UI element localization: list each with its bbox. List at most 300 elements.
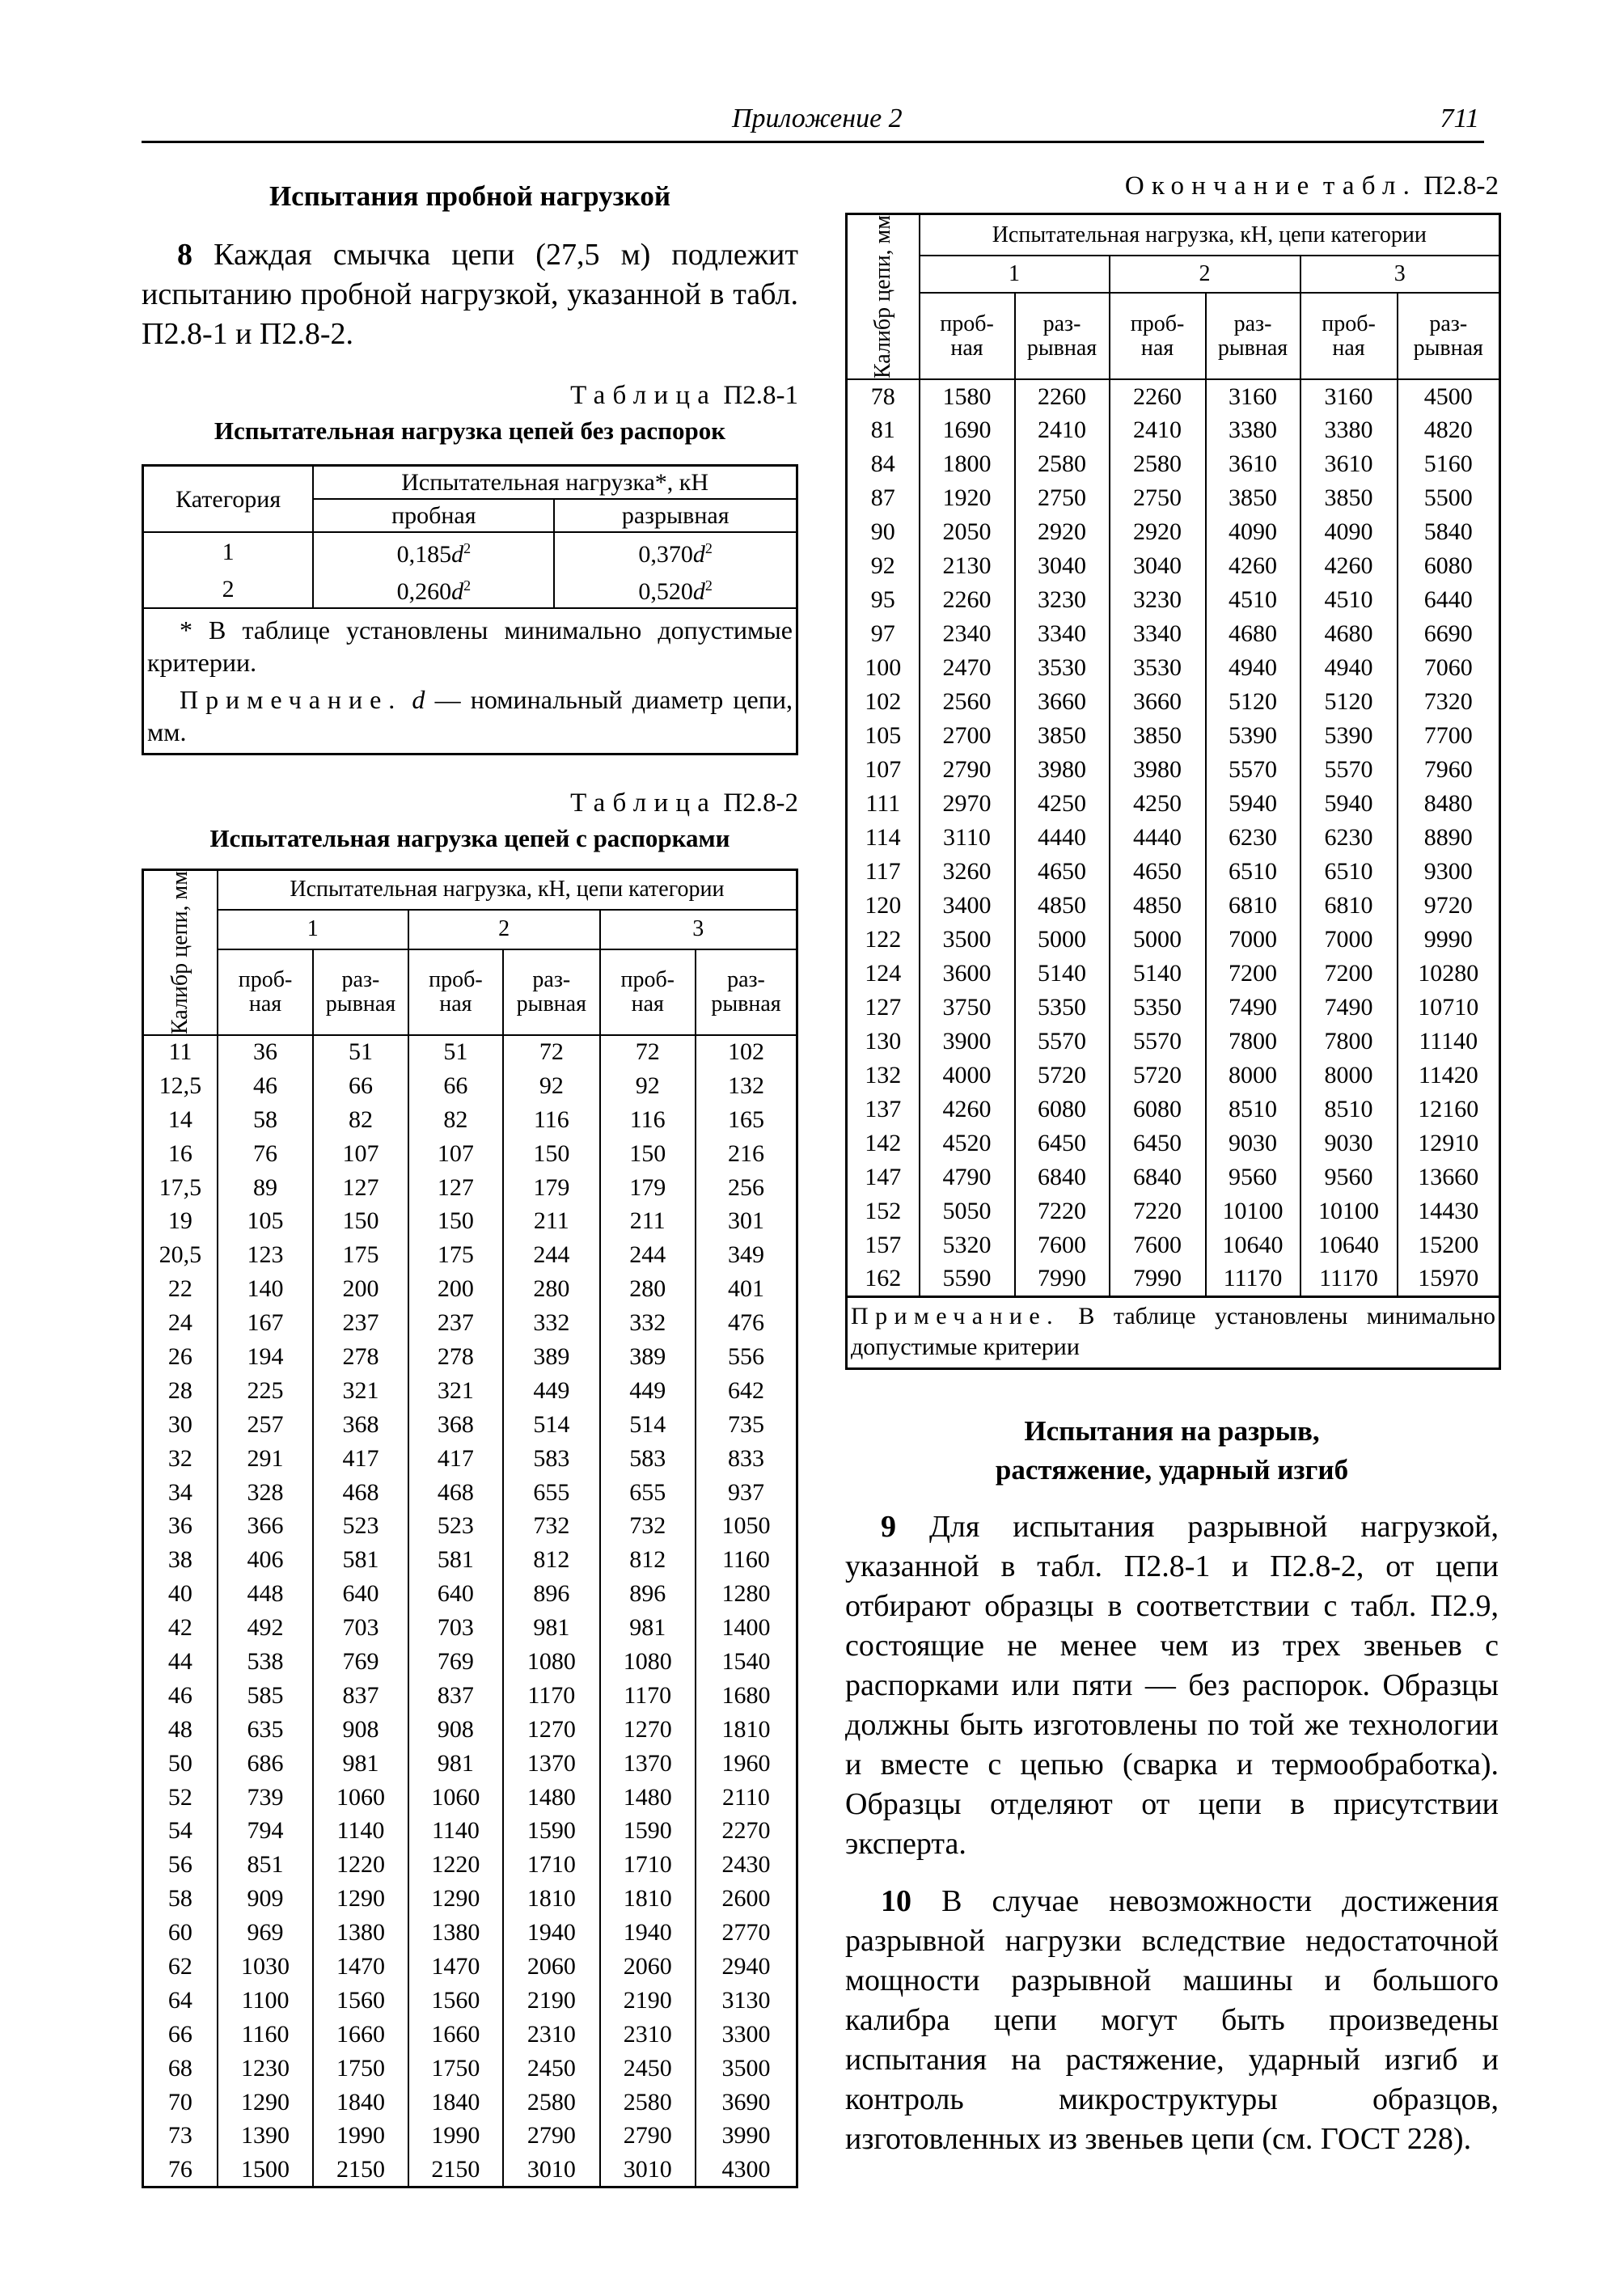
table-cell-value: 368 [313,1408,408,1442]
table-cell-value: 3900 [920,1025,1015,1059]
table-cell-value: 732 [600,1509,696,1543]
table-cell-value: 449 [503,1374,599,1408]
table-cell-value: 2750 [1110,481,1206,515]
table-cell-value: 1400 [696,1611,797,1645]
table-cell-value: 406 [218,1543,313,1577]
table-cell-value: 5120 [1300,685,1398,719]
table-row [143,2153,797,2187]
table-cell-value: 4940 [1300,651,1398,685]
table-cell-value: 449 [600,1374,696,1408]
table-row [143,2052,797,2086]
table-cell-value: 837 [408,1679,503,1713]
paragraph-9-text: Для испытания разрывной нагрузкой, указанной в табл. П2.8-1 и П2.8-2, от цепи отбирают образцы в соответствии с табл. П2.9, состоящие не менее чем из трех звеньев с распорками или пяти — без распорок. Образцы должны быть изготовлены по той же технологии и вместе с цепью (сварка и термообработка). Образцы отделяют от цепи в присутствии эксперта. [845,1509,1499,1861]
table-cell-value: 291 [218,1442,313,1476]
table-row [143,1476,797,1510]
table-cell-value: 3600 [920,957,1015,991]
table-cell-caliber: 132 [847,1059,920,1093]
table-2-header-caliber: Калибр цепи, мм [847,214,920,380]
table-2-header-proof: проб- ная [920,293,1015,379]
table-cell-value: 11140 [1398,1025,1500,1059]
table-cell-value: 3160 [1300,379,1398,413]
table-cell-value: 2310 [600,2018,696,2052]
table-cell-value: 13660 [1398,1160,1500,1194]
table-2-header-proof: проб- ная [600,949,696,1035]
table-cell-value: 8510 [1206,1093,1300,1126]
table-cell-caliber: 157 [847,1228,920,1262]
table-cell-value: 1940 [503,1916,599,1950]
table-cell-value: 1230 [218,2052,313,2086]
table-cell-value: 3130 [696,1984,797,2018]
table-cell-value: 5590 [920,1262,1015,1296]
table-cell-value: 349 [696,1238,797,1272]
table-cell-value: 10710 [1398,991,1500,1025]
table-cell-value: 583 [503,1442,599,1476]
table-1-row [143,532,797,570]
table-row [847,685,1500,719]
table-cell-value: 1660 [408,2018,503,2052]
table-cell-value: 3110 [920,821,1015,855]
table-cell-value: 3610 [1300,447,1398,481]
table-row [143,1848,797,1882]
table-cell-value: 1290 [218,2086,313,2120]
table-row [847,549,1500,583]
table-cell-value: 4510 [1206,583,1300,617]
table-cell-value: 9990 [1398,923,1500,957]
table-row [847,719,1500,753]
table-cell-caliber: 84 [847,447,920,481]
table-cell-value: 107 [313,1137,408,1171]
table-cell-value: 8890 [1398,821,1500,855]
table-1 [142,464,798,755]
table-2-header-proof: проб- ная [1300,293,1398,379]
table-cell-value: 5120 [1206,685,1300,719]
table-cell-value: 5570 [1110,1025,1206,1059]
table-cell-value: 211 [600,1204,696,1238]
table-cell-value: 256 [696,1171,797,1205]
table-cell-value: 1290 [408,1882,503,1916]
table-cell-value: 3400 [920,889,1015,923]
table-cell-caliber: 81 [847,413,920,447]
table-cell-caliber: 26 [143,1340,218,1374]
table-cell-value: 5720 [1015,1059,1110,1093]
table-cell-caliber: 11 [143,1035,218,1069]
table-row [143,1035,797,1069]
table-cell-value: 5570 [1300,753,1398,787]
table-cell-caliber: 42 [143,1611,218,1645]
table-cell-value: 66 [313,1069,408,1103]
table-2-title: Испытательная нагрузка цепей с распорками [209,824,730,852]
table-cell-value: 278 [313,1340,408,1374]
table-cell-value: 102 [696,1035,797,1069]
table-cell-caliber: 107 [847,753,920,787]
table-cell-value: 123 [218,1238,313,1272]
table-cell-value: 655 [600,1476,696,1510]
table-cell-value: 635 [218,1713,313,1747]
table-cell-value: 4300 [696,2153,797,2187]
table-cell-value: 1170 [600,1679,696,1713]
table-1-header-load: Испытательная нагрузка*, кН [313,466,797,500]
table-cell-value: 1710 [503,1848,599,1882]
table-cell-value: 280 [600,1272,696,1306]
table-2-header-breaking: раз- рывная [1398,293,1500,379]
table-cell-value: 837 [313,1679,408,1713]
table-cell-value: 640 [313,1577,408,1611]
table-cell-caliber: 137 [847,1093,920,1126]
table-cell-value: 1660 [313,2018,408,2052]
table-row [847,1126,1500,1160]
table-cell-caliber: 16 [143,1137,218,1171]
table-row [143,2018,797,2052]
table-cell-value: 15200 [1398,1228,1500,1262]
paragraph-8 [142,235,798,354]
section-heading-proof-load: Испытания пробной нагрузкой [269,180,671,212]
table-cell-caliber: 58 [143,1882,218,1916]
table-2-header-breaking: раз- рывная [503,949,599,1035]
table-cell-value: 3690 [696,2086,797,2120]
table-cell-value: 301 [696,1204,797,1238]
table-cell-caliber: 64 [143,1984,218,2018]
table-cell-value: 167 [218,1306,313,1340]
table-cell-value: 6810 [1206,889,1300,923]
table-2-label-word: Таблица [570,788,717,818]
table-cell-value: 909 [218,1882,313,1916]
table-cell-value: 5320 [920,1228,1015,1262]
table-cell-value: 937 [696,1476,797,1510]
table-cell-value: 7960 [1398,753,1500,787]
table-row [847,583,1500,617]
table-cell-value: 1380 [313,1916,408,1950]
table-cell-caliber: 66 [143,2018,218,2052]
table-cell-value: 468 [313,1476,408,1510]
table-cell-value: 366 [218,1509,313,1543]
table-cell-caliber: 17,5 [143,1171,218,1205]
table-cell-value: 2920 [1110,515,1206,549]
table-cell-value: 1480 [600,1781,696,1815]
table-cell-value: 278 [408,1340,503,1374]
running-header [142,99,1484,143]
table-row [143,1950,797,1984]
table-cell-value: 2920 [1015,515,1110,549]
table-cell-value: 4000 [920,1059,1015,1093]
table-cell-value: 8000 [1206,1059,1300,1093]
table-cell-value: 4850 [1015,889,1110,923]
table-cell-caliber: 52 [143,1781,218,1815]
table-cell-value: 769 [313,1645,408,1679]
table-row [143,1781,797,1815]
table-cell-value: 150 [503,1137,599,1171]
table-cell-value: 523 [408,1509,503,1543]
table-row [143,1543,797,1577]
table-cell-value: 3980 [1015,753,1110,787]
table-cell-caliber: 30 [143,1408,218,1442]
table-cell-value: 1590 [503,1815,599,1849]
table-cell-value: 1750 [408,2052,503,2086]
table-cell-caliber: 68 [143,2052,218,2086]
table-cell-value: 1840 [408,2086,503,2120]
table-row [143,1171,797,1205]
table-row [847,855,1500,889]
table-cell-caliber: 62 [143,1950,218,1984]
table-cell-value: 2750 [1015,481,1110,515]
table-cell-value: 4650 [1015,855,1110,889]
page-number: 711 [1440,104,1479,133]
table-cell-value: 8510 [1300,1093,1398,1126]
table-cell-caliber: 152 [847,1194,920,1228]
table-cell-value: 10100 [1300,1194,1398,1228]
running-header-title: Приложение 2 [732,104,903,133]
table-cell-value: 3850 [1110,719,1206,753]
table-cell-value: 2700 [920,719,1015,753]
table-2-header-category: 2 [1110,256,1300,293]
table-cell-value: 175 [408,1238,503,1272]
table-row [847,1025,1500,1059]
table-row [143,1509,797,1543]
table-2-header-category: 2 [408,910,600,949]
table-cell-value: 244 [600,1238,696,1272]
table-cell-value: 417 [313,1442,408,1476]
table-cell-value: 514 [503,1408,599,1442]
table-cell-value: 200 [313,1272,408,1306]
table-cell-value: 6450 [1015,1126,1110,1160]
table-cell-value: 908 [313,1713,408,1747]
table-cell-value: 2260 [1110,379,1206,413]
table-cell-value: 2410 [1015,413,1110,447]
table-cell-value: 3160 [1206,379,1300,413]
table-cell-caliber: 142 [847,1126,920,1160]
table-row [143,1204,797,1238]
table-cell-value: 2790 [920,753,1015,787]
table-1-cell-breaking: $0,370d^2$ [554,532,797,570]
table-cell-caliber: 76 [143,2153,218,2187]
table-row [847,957,1500,991]
table-cell-value: 11170 [1300,1262,1398,1296]
table-cell-value: 1050 [696,1509,797,1543]
paragraph-10 [845,1882,1499,2159]
table-cell-value: 9720 [1398,889,1500,923]
table-cell-value: 6510 [1300,855,1398,889]
table-row [143,1747,797,1781]
table-cell-value: 3850 [1300,481,1398,515]
table-cell-caliber: 127 [847,991,920,1025]
table-cell-caliber: 111 [847,787,920,821]
table-cell-caliber: 14 [143,1103,218,1137]
table-2-header-load: Испытательная нагрузка, кН, цепи категории [218,870,797,910]
table-cell-value: 1810 [600,1882,696,1916]
table-cell-value: 2260 [1015,379,1110,413]
table-cell-value: 1810 [503,1882,599,1916]
table-2-header-category: 3 [600,910,797,949]
table-cell-value: 2450 [600,2052,696,2086]
table-row [143,1069,797,1103]
table-cell-value: 127 [313,1171,408,1205]
table-cell-value: 7200 [1300,957,1398,991]
table-cell-value: 1220 [313,1848,408,1882]
table-cell-value: 1540 [696,1645,797,1679]
table-cell-value: 1810 [696,1713,797,1747]
table-cell-value: 1160 [696,1543,797,1577]
table-cell-value: 3660 [1015,685,1110,719]
table-row [143,1984,797,2018]
table-2-header-proof: проб- ная [408,949,503,1035]
table-cell-value: 2580 [1110,447,1206,481]
table-cell-value: 1140 [313,1815,408,1849]
table-cell-value: 1280 [696,1577,797,1611]
table-cell-value: 1080 [600,1645,696,1679]
table-cell-caliber: 162 [847,1262,920,1296]
table-cell-value: 5140 [1015,957,1110,991]
table-cell-value: 6510 [1206,855,1300,889]
table-cell-value: 332 [600,1306,696,1340]
table-cell-value: 1580 [920,379,1015,413]
table-2-label-code: П2.8-2 [723,788,798,818]
table-cell-value: 769 [408,1645,503,1679]
table-cell-value: 5390 [1206,719,1300,753]
table-cell-value: 15970 [1398,1262,1500,1296]
table-cell-value: 1750 [313,2052,408,2086]
table-cell-value: 2130 [920,549,1015,583]
table-cell-value: 7220 [1110,1194,1206,1228]
table-cell-value: 12160 [1398,1093,1500,1126]
table-cell-value: 2150 [313,2153,408,2187]
table-1-footnote: * В таблице установлены минимально допустимые критерии. [147,615,793,677]
table-cell-value: 105 [218,1204,313,1238]
table-cell-value: 150 [600,1137,696,1171]
table-cell-value: 1220 [408,1848,503,1882]
table-2-note: Примечание. В таблице установлены минимально допустимые критерии [847,1296,1500,1368]
table-row [847,821,1500,855]
table-row [847,413,1500,447]
table-cell-caliber: 130 [847,1025,920,1059]
table-cell-caliber: 44 [143,1645,218,1679]
table-cell-caliber: 78 [847,379,920,413]
table-cell-value: 3530 [1015,651,1110,685]
table-cell-value: 194 [218,1340,313,1374]
table-cell-value: 58 [218,1103,313,1137]
table-cell-value: 4850 [1110,889,1206,923]
table-cell-value: 12910 [1398,1126,1500,1160]
table-cell-value: 9560 [1206,1160,1300,1194]
table-2-header-breaking: раз- рывная [696,949,797,1035]
table-cell-value: 1560 [408,1984,503,2018]
table-cell-value: 981 [313,1747,408,1781]
table-2-header-category: 1 [920,256,1110,293]
table-cell-value: 51 [313,1035,408,1069]
table-cell-value: 237 [408,1306,503,1340]
table-cell-value: 2410 [1110,413,1206,447]
table-cell-caliber: 48 [143,1713,218,1747]
table-cell-value: 72 [600,1035,696,1069]
table-cell-value: 10280 [1398,957,1500,991]
table-2-header-category: 1 [218,910,408,949]
table-cell-value: 1370 [503,1747,599,1781]
table-cell-value: 1270 [503,1713,599,1747]
table-cell-value: 4940 [1206,651,1300,685]
table-cell-value: 7600 [1015,1228,1110,1262]
table-cell-caliber: 54 [143,1815,218,1849]
table-row [847,1093,1500,1126]
table-cell-value: 7320 [1398,685,1500,719]
table-cell-value: 6840 [1015,1160,1110,1194]
table-row [143,1645,797,1679]
table-cell-caliber: 22 [143,1272,218,1306]
table-2-header-proof: проб- ная [218,949,313,1035]
table-cell-value: 2260 [920,583,1015,617]
table-cell-value: 3260 [920,855,1015,889]
table-cell-value: 1680 [696,1679,797,1713]
table-cell-value: 321 [313,1374,408,1408]
table-row [143,1679,797,1713]
table-row [143,1306,797,1340]
table-cell-value: 257 [218,1408,313,1442]
table-cell-value: 1470 [313,1950,408,1984]
paragraph-10-text: В случае невозможности достижения разрывной нагрузки вследствие недостаточной мощности разрывной машины и большого калибра цепи могут быть произведены испытания на растяжение, ударный изгиб и контроль микроструктуры образцов, изготовленных из звеньев цепи (см. ГОСТ 228). [845,1883,1499,2156]
table-1-header-category: Категория [143,466,314,533]
table-cell-value: 1940 [600,1916,696,1950]
table-cell-value: 1470 [408,1950,503,1984]
table-cell-value: 2770 [696,1916,797,1950]
table-cell-value: 2790 [503,2120,599,2154]
table-cell-value: 8000 [1300,1059,1398,1093]
table-row [847,515,1500,549]
table-cell-caliber: 87 [847,481,920,515]
table-cell-value: 244 [503,1238,599,1272]
table-cell-value: 72 [503,1035,599,1069]
table-cell-value: 11420 [1398,1059,1500,1093]
table-cell-value: 7060 [1398,651,1500,685]
table-cell-value: 11170 [1206,1262,1300,1296]
table-cell-value: 1160 [218,2018,313,2052]
table-cell-value: 2190 [600,1984,696,2018]
table-cell-value: 686 [218,1747,313,1781]
table-cell-value: 179 [503,1171,599,1205]
table-2-label [142,786,798,820]
table-cell-value: 4820 [1398,413,1500,447]
table-cell-value: 492 [218,1611,313,1645]
table-cell-value: 10100 [1206,1194,1300,1228]
table-cell-value: 1060 [313,1781,408,1815]
table-cell-caliber: 90 [847,515,920,549]
table-cell-value: 328 [218,1476,313,1510]
table-cell-value: 739 [218,1781,313,1815]
table-cell-value: 896 [503,1577,599,1611]
table-cell-value: 4260 [1206,549,1300,583]
table-cell-value: 538 [218,1645,313,1679]
table-cell-caliber: 34 [143,1476,218,1510]
table-1-cell-category: 2 [143,570,314,608]
table-1-cell-proof: $0,260d^2$ [313,570,554,608]
table-cell-value: 9030 [1206,1126,1300,1160]
table-cell-value: 2790 [600,2120,696,2154]
table-cell-value: 3500 [696,2052,797,2086]
paragraph-8-text: Каждая смычка цепи (27,5 м) подлежит испытанию пробной нагрузкой, указанной в табл. П2.8-1 и П2.8-2. [142,238,798,351]
table-cell-value: 640 [408,1577,503,1611]
table-cell-value: 4250 [1015,787,1110,821]
table-cell-value: 1170 [503,1679,599,1713]
table-cell-value: 583 [600,1442,696,1476]
table-row [143,1713,797,1747]
table-2-part-2 [845,213,1501,1370]
table-cell-value: 8480 [1398,787,1500,821]
table-cell-caliber: 36 [143,1509,218,1543]
table-cell-value: 3380 [1300,413,1398,447]
table-row [847,753,1500,787]
table-row [143,1103,797,1137]
table-cell-value: 321 [408,1374,503,1408]
table-cell-value: 581 [408,1543,503,1577]
table-row [847,1228,1500,1262]
table-cell-value: 4090 [1206,515,1300,549]
table-cell-value: 7800 [1206,1025,1300,1059]
